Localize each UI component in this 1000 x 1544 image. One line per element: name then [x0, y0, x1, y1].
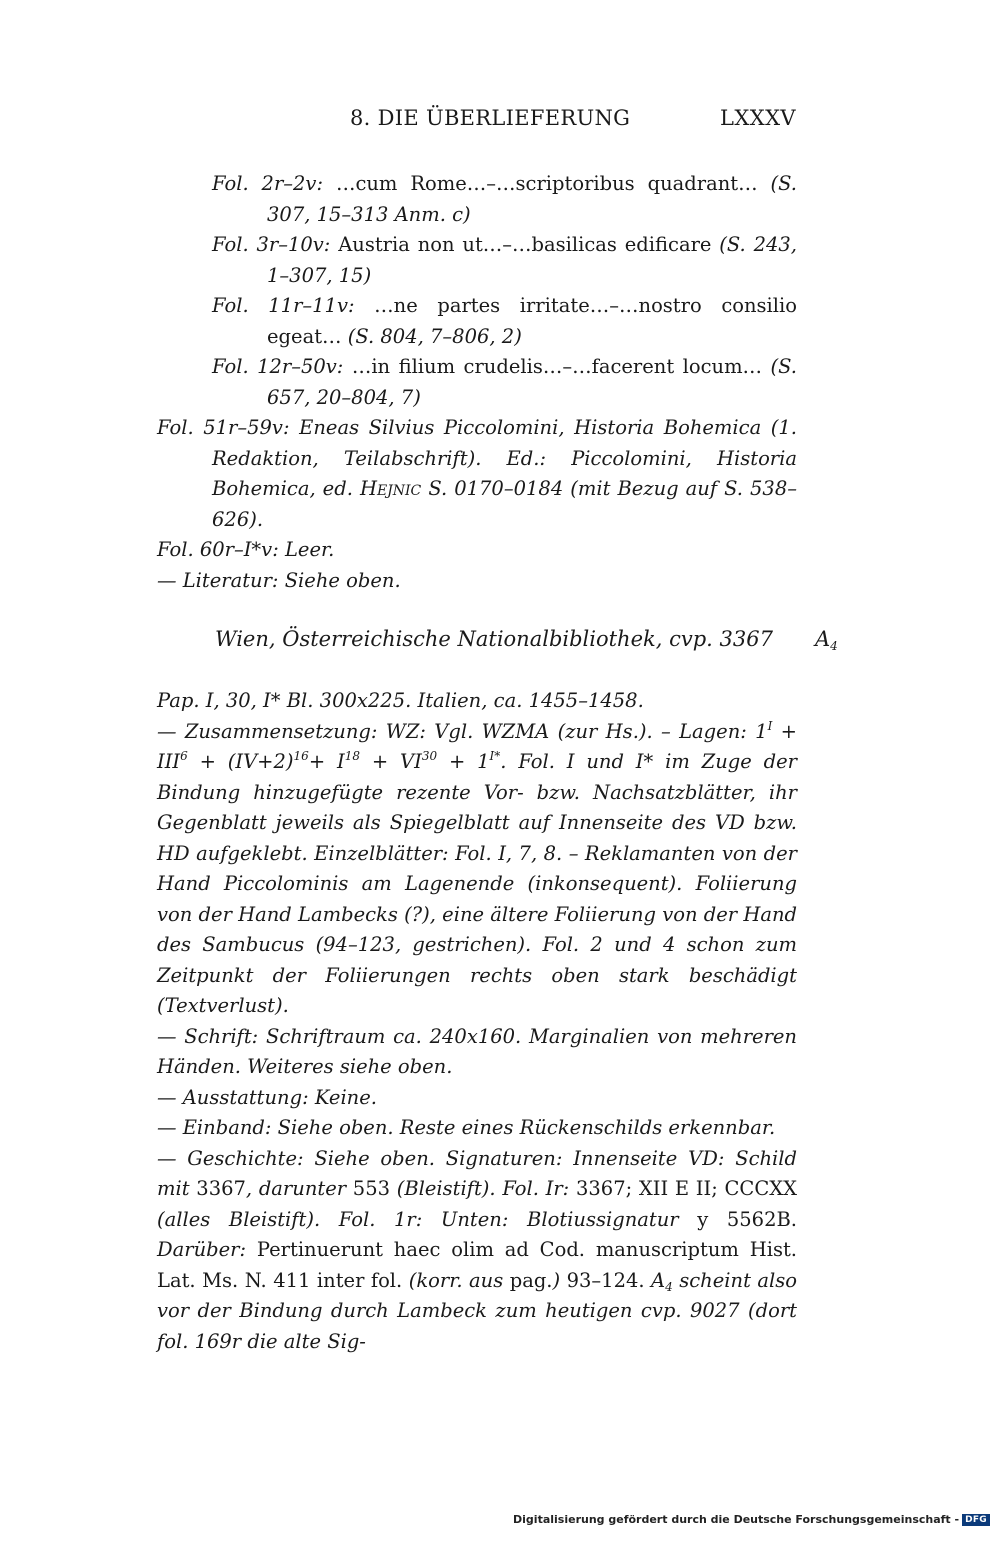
- text-run: Fol. 3r–10v:: [212, 233, 331, 256]
- dfg-logo: DFG: [962, 1514, 990, 1526]
- manuscript-description: [157, 686, 797, 1357]
- description-paragraph: [157, 1022, 797, 1083]
- text-run: — Ausstattung: Keine.: [157, 1085, 377, 1109]
- manuscript-siglum: [815, 627, 838, 651]
- contents-entry: [157, 413, 797, 535]
- text-run: + I: [308, 750, 345, 773]
- description-paragraph: [157, 1113, 797, 1144]
- description-paragraph: [157, 686, 797, 717]
- text-run: — Geschichte: Siehe oben. Signaturen: Innenseite VD: Schild mit: [157, 1146, 797, 1200]
- contents-subentry: [157, 169, 797, 230]
- text-run: (S. 804, 7–806, 2): [347, 324, 522, 348]
- text-run: A: [644, 1268, 666, 1292]
- text-run: Hejnic: [359, 477, 422, 500]
- text-run: scheint also vor der Bindung durch Lambeck zum heutigen cvp. 9027 (dort fol. 169r die alte Sig-: [157, 1268, 797, 1353]
- text-run: 18: [344, 749, 360, 763]
- text-run: (S. 307, 15–313 Anm. c): [267, 172, 797, 226]
- text-run: . Fol. I und I* im Zuge der Bindung hinzugefügte rezente Vor- bzw. Nachsatzblätter, ihr Gegenblatt jeweils als Spiegelblatt auf Innenseite des VD bzw. HD aufgeklebt. Einzelblätter: Fol. I, 7, 8. – Reklamanten von der Hand Piccolominis am Lagenende (inkonsequent). Foliierung von der Hand Lambecks (?), eine ältere Foliierung von der Hand des Sambucus (94–123, gestrichen). Fol. 2 und 4 schon zum Zeitpunkt der Foliierungen rechts oben stark beschädigt (Textverlust).: [157, 750, 797, 1017]
- text-run: (S. 243, 1–307, 15): [267, 233, 798, 287]
- siglum-letter: A: [815, 627, 831, 651]
- text-run: — Einband: Siehe oben. Reste eines Rückenschilds erkennbar.: [157, 1116, 776, 1139]
- digitization-credit: [513, 1513, 990, 1526]
- text-run: 93–124.: [566, 1268, 645, 1292]
- text-run: Fol. 60r–I*v: Leer.: [157, 538, 335, 561]
- contents-subentry: [157, 291, 797, 352]
- text-run: y 5562B.: [697, 1207, 798, 1231]
- contents-subentry: [157, 230, 797, 291]
- description-paragraph: [157, 1144, 797, 1358]
- text-run: Fol. 2r–2v:: [212, 172, 324, 195]
- text-run: (korr. aus: [402, 1268, 510, 1292]
- text-run: Fol. 11r–11v:: [212, 294, 355, 317]
- text-run: S. 0170–0184 (mit Bezug auf S. 538–626).: [212, 477, 797, 531]
- text-run: Pertinuerunt haec olim ad Cod. manuscriptum Hist. Lat. Ms. N. 411 inter fol.: [157, 1238, 797, 1292]
- text-run: …in filium crudelis…–…facerent locum…: [343, 355, 771, 378]
- text-run: + (IV+2): [187, 750, 294, 773]
- text-run: Pap. I, 30, I* Bl. 300x225. Italien, ca. 1455–1458.: [157, 689, 644, 712]
- description-paragraph: [157, 1083, 797, 1114]
- text-run: Fol. 12r–50v:: [212, 355, 344, 378]
- text-run: I: [767, 718, 773, 733]
- text-run: 553: [352, 1177, 391, 1200]
- text-run: 3367: [196, 1177, 246, 1200]
- text-run: + III: [157, 719, 797, 773]
- contents-entry: [157, 566, 797, 597]
- text-run: (alles Bleistift). Fol. 1r: Unten: Blotiussignatur: [157, 1207, 698, 1231]
- text-run: + 1: [437, 750, 490, 773]
- text-run: Darüber:: [157, 1238, 257, 1261]
- credit-text: Digitalisierung gefördert durch die Deutsche Forschungsgemeinschaft -: [513, 1513, 960, 1526]
- text-run: Fol. 51r–59v: Eneas Silvius Piccolomini, Historia Bohemica (1. Redaktion, Teilabschrift). Ed.: Piccolomini, Historia Bohemica, ed.: [157, 416, 797, 500]
- page-number: LXXXV: [720, 106, 796, 130]
- text-run: , darunter: [245, 1177, 353, 1200]
- text-run: — Zusammensetzung: WZ: Vgl. WZMA (zur Hs.). – Lagen: 1: [157, 719, 768, 743]
- text-run: 4: [665, 1279, 673, 1294]
- text-run: — Schrift: Schriftraum ca. 240x160. Marginalien von mehreren Händen. Weiteres siehe oben.: [157, 1024, 797, 1078]
- text-run: 3367; XII E II; CCCXX: [575, 1177, 798, 1200]
- text-run: I*: [489, 749, 501, 763]
- contents-entry: [157, 535, 797, 566]
- text-run: 16: [293, 749, 309, 763]
- manuscript-contents-list: [157, 169, 797, 596]
- manuscript-shelfmark-heading: Wien, Österreichische Nationalbibliothek, cvp. 3367: [215, 627, 773, 651]
- description-paragraph: [157, 717, 797, 1022]
- siglum-subscript: 4: [830, 639, 838, 653]
- text-run: …ne partes irritate…–…nostro consilio egeat…: [267, 294, 798, 348]
- text-run: Austria non ut…–…basilicas edificare: [330, 233, 720, 256]
- text-run: pag.: [509, 1268, 553, 1292]
- text-run: …cum Rome…–…scriptoribus quadrant…: [323, 172, 771, 195]
- text-run: + VI: [359, 750, 422, 773]
- text-run: (S. 657, 20–804, 7): [267, 355, 797, 409]
- contents-subentry: [157, 352, 797, 413]
- text-run: 6: [180, 749, 188, 763]
- text-run: ): [552, 1268, 567, 1292]
- text-run: (Bleistift). Fol. Ir:: [390, 1177, 576, 1200]
- running-title: 8. DIE ÜBERLIEFERUNG: [350, 106, 631, 130]
- text-run: — Literatur: Siehe oben.: [157, 568, 401, 592]
- text-run: 30: [421, 749, 438, 763]
